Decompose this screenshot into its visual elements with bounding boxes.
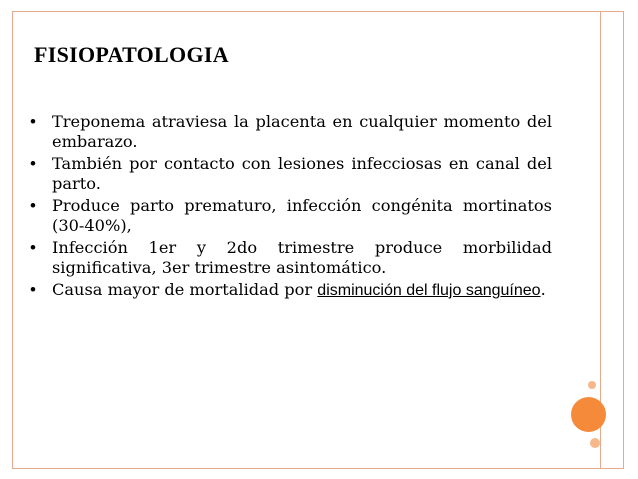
small-circle-decoration [588,381,596,389]
bullet-text: Treponema atraviesa la placenta en cualquier momento del embarazo. [52,112,552,151]
small-circle-decoration [590,438,600,448]
bullet-item [30,280,552,301]
vertical-accent-line [600,11,601,469]
bullet-item [30,238,552,277]
orange-circle-decoration [571,397,606,432]
bullet-text: Causa mayor de mortalidad por [52,280,318,299]
bullet-item [30,196,552,235]
bullet-item [30,154,552,193]
bullet-text: Infección 1er y 2do trimestre produce morbilidad significativa, 3er trimestre asintomático. [52,238,552,277]
bullet-text: También por contacto con lesiones infecciosas en canal del parto. [52,154,552,193]
slide-title: FISIOPATOLOGIA [34,42,229,67]
bullet-text: Produce parto prematuro, infección congénita mortinatos (30-40%), [52,196,552,235]
blood-flow-link[interactable]: disminución del flujo sanguíneo [317,282,541,299]
bullet-item [30,112,552,151]
bullet-text-end: . [540,280,546,299]
bullet-list [30,112,552,304]
